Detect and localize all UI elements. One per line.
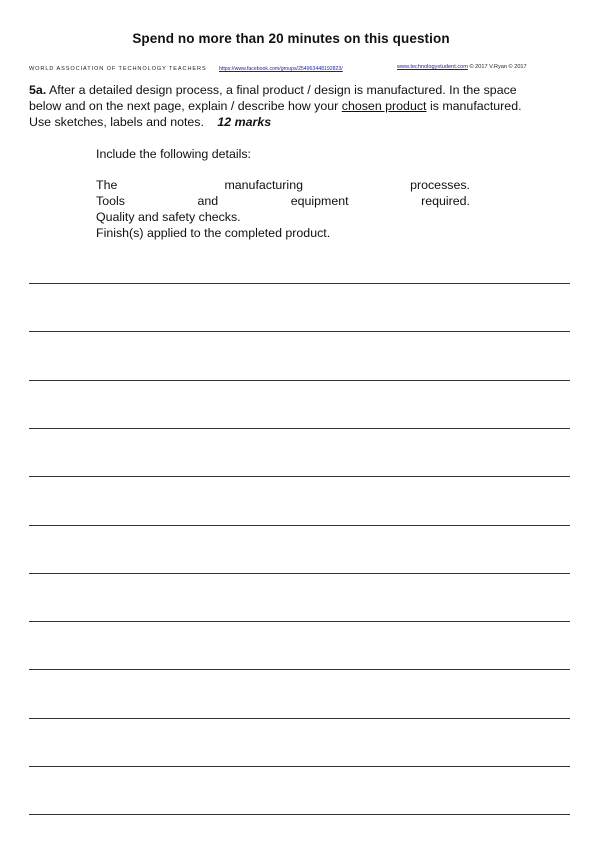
- question-number: 5a.: [29, 83, 47, 97]
- question-body-2: is manufactured. Use sketches, labels and notes.: [29, 99, 522, 129]
- answer-line: [29, 283, 570, 284]
- answer-line: [29, 573, 570, 574]
- question-body-1: After a detailed design process, a final product / design is manufactured. In the space below and on the next page, explain / describe how your: [29, 83, 517, 113]
- detail-word: processes.: [410, 178, 470, 192]
- detail-word: equipment: [290, 194, 349, 208]
- answer-line: [29, 621, 570, 622]
- copyright-text: © 2017 V.Ryan © 2017: [469, 64, 527, 70]
- detail-word: The: [96, 178, 118, 192]
- detail-word: required.: [421, 194, 470, 208]
- answer-line: [29, 428, 570, 429]
- header-website: [397, 64, 527, 70]
- page-title: Spend no more than 20 minutes on this question: [132, 31, 450, 46]
- answer-line: [29, 331, 570, 332]
- answer-line: [29, 669, 570, 670]
- answer-line: [29, 718, 570, 719]
- answer-line: [29, 814, 570, 815]
- website-link[interactable]: www.technologystudent.com: [397, 64, 468, 70]
- detail-line-2: [96, 193, 470, 209]
- details-intro: Include the following details:: [96, 147, 251, 161]
- question-marks: 12 marks: [217, 115, 272, 129]
- answer-line: [29, 525, 570, 526]
- answer-line: [29, 766, 570, 767]
- organisation-name: WORLD ASSOCIATION OF TECHNOLOGY TEACHERS: [29, 66, 207, 72]
- detail-word: and: [197, 194, 219, 208]
- question-text: [29, 82, 545, 130]
- facebook-link[interactable]: https://www.facebook.com/groups/254963448192823/: [219, 66, 343, 72]
- details-list: [96, 146, 476, 241]
- answer-line: [29, 380, 570, 381]
- detail-line-3: Quality and safety checks.: [96, 210, 241, 224]
- detail-line-1: [96, 177, 470, 193]
- answer-line: [29, 476, 570, 477]
- detail-word: manufacturing: [224, 178, 303, 192]
- detail-word: Tools: [96, 194, 125, 208]
- question-underlined: chosen product: [341, 99, 427, 113]
- detail-line-4: Finish(s) applied to the completed product.: [96, 226, 331, 240]
